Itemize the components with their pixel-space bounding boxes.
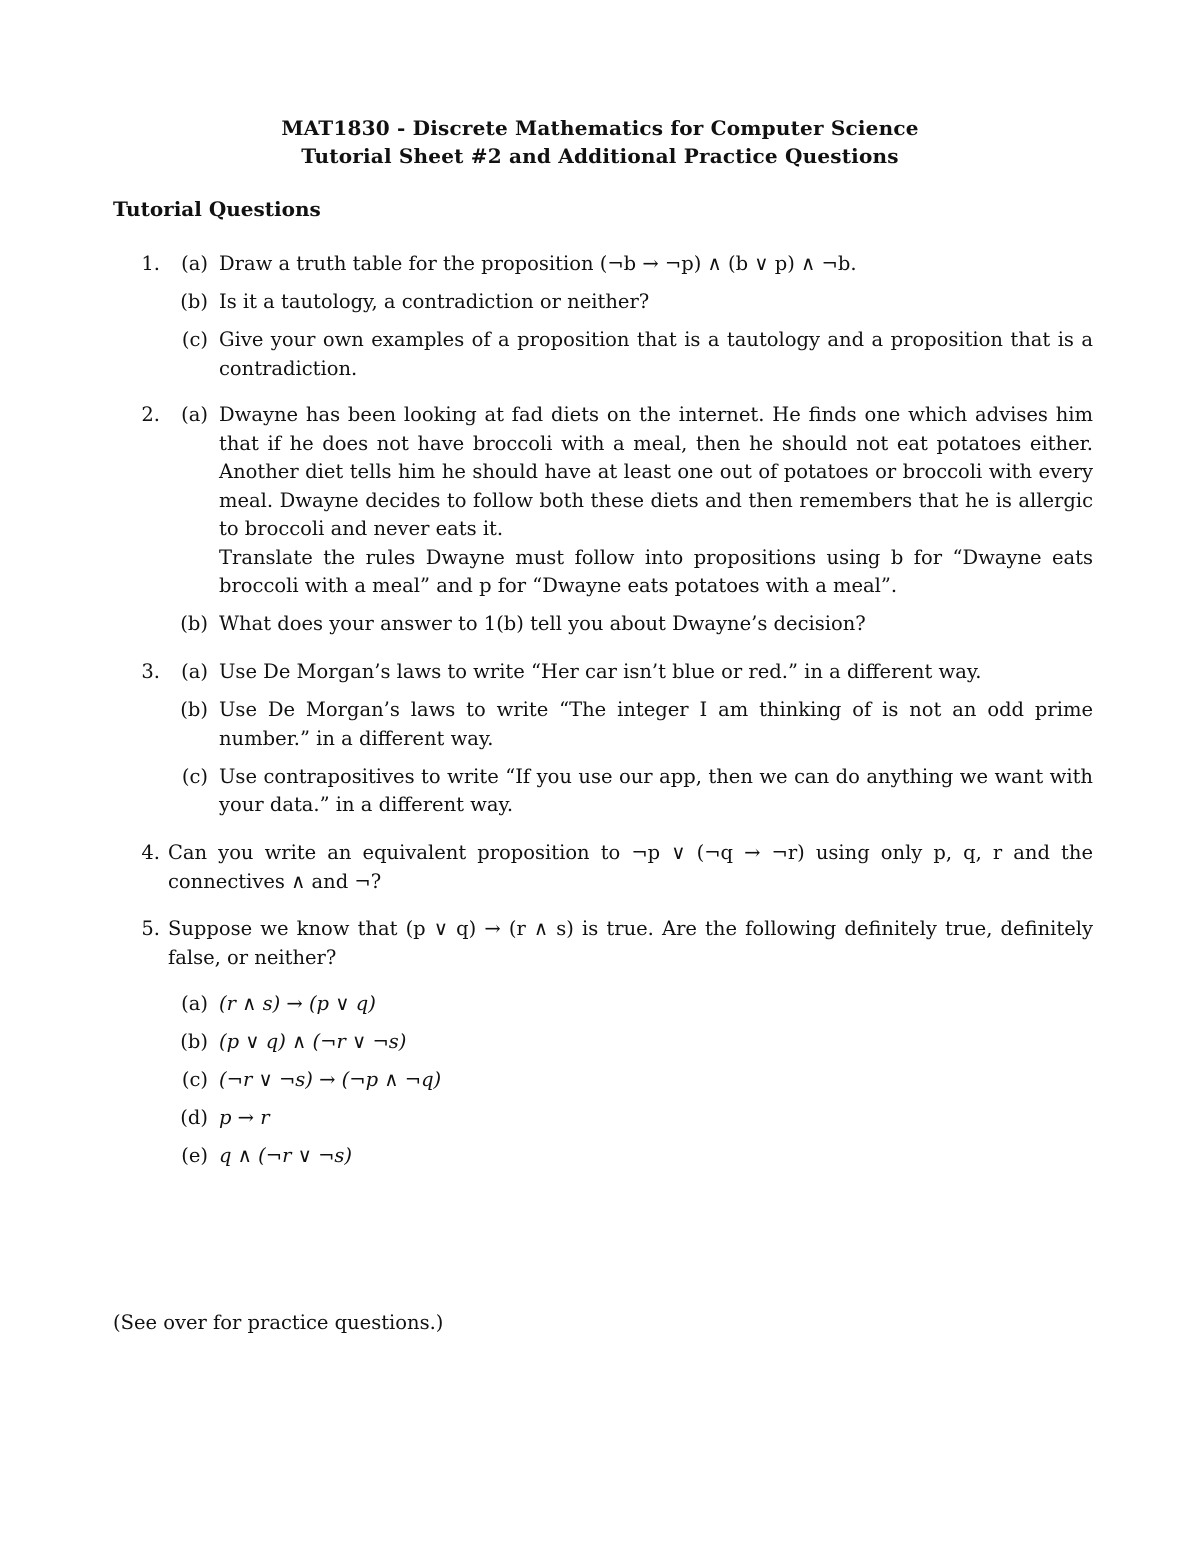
part-text: Is it a tautology, a contradiction or neither? [219,290,650,313]
part-text: Use contrapositives to write “If you use our app, then we can do anything we want with your data.” in a different way. [219,764,1093,816]
question-part [168,658,1093,687]
question-part [168,250,1093,279]
title-block [0,114,1200,170]
part-label: (a) [181,660,208,683]
part-formula: p → r [219,1106,270,1129]
question-part [168,326,1093,383]
part-label: (c) [181,328,208,351]
question-part [168,401,1093,601]
question-body [168,839,1093,896]
part-text: What does your answer to 1(b) tell you about Dwayne’s decision? [219,612,866,635]
part-label: (b) [180,290,208,313]
question-body [168,915,1093,1171]
question-body [168,250,1093,383]
part-text: Draw a truth table for the proposition (¬b → ¬p) ∧ (b ∨ p) ∧ ¬b. [219,252,857,275]
question-part [168,610,1093,639]
part-label: (b) [180,612,208,635]
part-formula: (r ∧ s) → (p ∨ q) [219,992,376,1015]
question-part [168,763,1093,820]
part-text-continued: Translate the rules Dwayne must follow into propositions using b for “Dwayne eats broccoli with a meal” and p for “Dwayne eats potatoes with a meal”. [219,545,1093,597]
section-heading: Tutorial Questions [113,197,321,221]
part-label: (c) [181,1068,208,1091]
part-label: (b) [180,698,208,721]
sheet-title: Tutorial Sheet #2 and Additional Practice Questions [301,144,899,168]
question-number: 3. [141,660,160,683]
question-part [168,990,1093,1019]
part-formula: (p ∨ q) ∧ (¬r ∨ ¬s) [219,1030,407,1053]
part-label: (b) [180,1030,208,1053]
part-text: Dwayne has been looking at fad diets on the internet. He finds one which advises him that if he does not have broccoli with a meal, then he should not eat potatoes either. Another diet tells him he should have at least one out of potatoes or broccoli with every meal. Dwayne decides to follow both these diets and then remembers that he is allergic to broccoli and never eats it. [219,403,1093,540]
question-text: Suppose we know that (p ∨ q) → (r ∧ s) is true. Are the following definitely true, definitely false, or neither? [168,917,1093,969]
question-part [168,288,1093,317]
question-number: 5. [141,917,160,940]
question-part [168,1142,1093,1171]
part-text: Use De Morgan’s laws to write “The integer I am thinking of is not an odd prime number.” in a different way. [219,698,1093,750]
part-formula: (¬r ∨ ¬s) → (¬p ∧ ¬q) [219,1068,442,1091]
course-title: MAT1830 - Discrete Mathematics for Computer Science [281,116,919,140]
question-number: 2. [141,403,160,426]
question-body [168,658,1093,820]
part-text: Use De Morgan’s laws to write “Her car isn’t blue or red.” in a different way. [219,660,982,683]
question-body [168,401,1093,639]
part-label: (a) [181,252,208,275]
question-number: 4. [141,841,160,864]
footer-note: (See over for practice questions.) [113,1311,444,1334]
part-label: (a) [181,992,208,1015]
part-text: Give your own examples of a proposition that is a tautology and a proposition that is a contradiction. [219,328,1093,380]
question-part [168,1104,1093,1133]
part-label: (d) [180,1106,208,1129]
part-label: (c) [181,764,208,788]
question-part [168,1028,1093,1057]
part-label: (a) [181,403,208,426]
part-label: (e) [181,1144,208,1167]
question-part [168,696,1093,753]
question-text: Can you write an equivalent proposition to ¬p ∨ (¬q → ¬r) using only p, q, r and the connectives ∧ and ¬? [168,841,1093,893]
part-formula: q ∧ (¬r ∨ ¬s) [219,1144,353,1167]
question-part [168,1066,1093,1095]
question-number: 1. [141,252,160,275]
